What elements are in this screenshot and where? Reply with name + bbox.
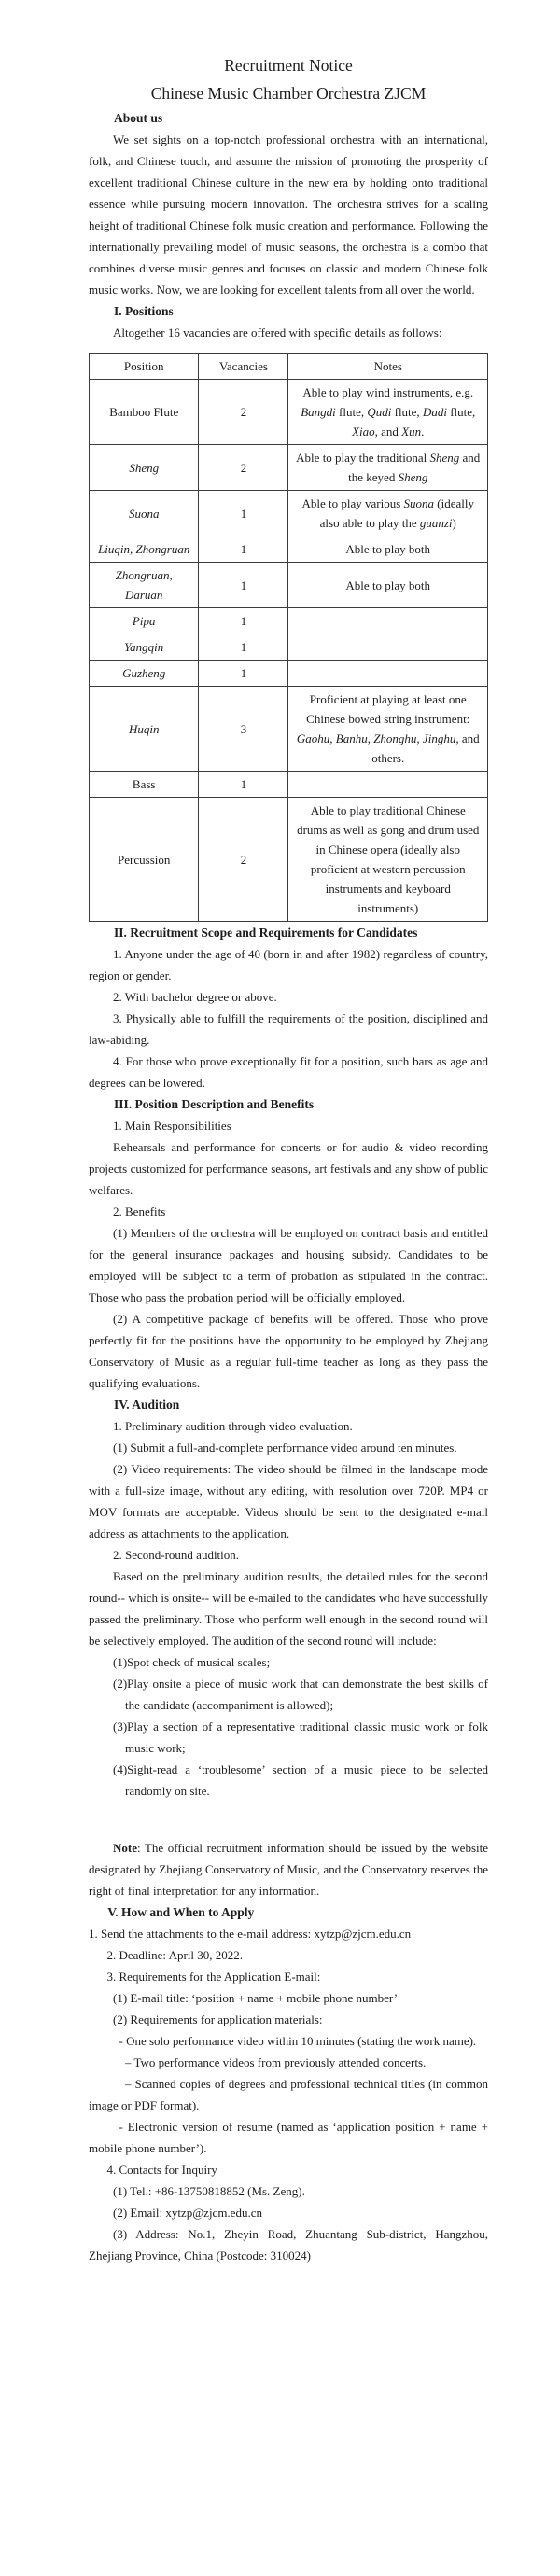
apply-item: 1. Send the attachments to the e-mail address: xytzp@zjcm.edu.cn [89, 1927, 412, 1941]
audition-item: 1. Preliminary audition through video evaluation. [113, 1419, 353, 1433]
vacancies-cell: 1 [199, 491, 288, 536]
scope-heading: II. Recruitment Scope and Requirements for Candidates [114, 926, 418, 940]
position-cell: Sheng [90, 445, 199, 491]
column-header-vacancies: Vacancies [199, 354, 288, 380]
notes-cell [288, 608, 488, 634]
vacancies-cell: 1 [199, 661, 288, 687]
apply-item: (2) Requirements for application materials: [113, 2012, 323, 2026]
description-list [89, 1115, 488, 1394]
table-row [90, 380, 488, 445]
vacancies-cell: 1 [199, 536, 288, 563]
position-cell: Zhongruan, Daruan [90, 563, 199, 608]
scope-item: 4. For those who prove exceptionally fit for a position, such bars as age and degrees can be lowered. [89, 1054, 488, 1090]
notes-cell [288, 661, 488, 687]
note-text: : The official recruitment information should be issued by the website designated by Zhejiang Conservatory of Music, and the Conservatory reserves the right of final interpretation for any information. [89, 1841, 488, 1898]
notes-cell: Able to play both [288, 536, 488, 563]
position-cell: Percussion [90, 798, 199, 922]
table-row [90, 608, 488, 634]
description-item: (2) A competitive package of benefits will be offered. Those who prove perfectly fit for the positions have the opportunity to be employed by Zhejiang Conservatory of Music as a regular full-time teacher as long as they pass the qualifying evaluations. [89, 1312, 488, 1390]
about-paragraph: We set sights on a top-notch professional orchestra with an international, folk, and Chinese touch, and assume the mission of promoting the prosperity of excellent traditional Chinese culture in the new era by holding onto traditional essence while pursuing modern innovation. The orchestra strives for a scaling height of traditional Chinese folk music creation and performance. Following the internationally prevailing model of music seasons, the orchestra is a combo that combines diverse music genres and focuses on classic and modern Chinese folk music works. Now, we are looking for excellent talents from all over the world. [89, 132, 488, 297]
table-row [90, 536, 488, 563]
description-item: 2. Benefits [113, 1204, 166, 1218]
apply-item: (1) E-mail title: ‘position + name + mobile phone number’ [113, 1991, 399, 2005]
table-row [90, 661, 488, 687]
audition-item: (2)Play onsite a piece of music work that can demonstrate the best skills of the candidate (accompaniment is allowed); [113, 1677, 488, 1712]
note-label: Note [113, 1841, 137, 1855]
position-cell: Guzheng [90, 661, 199, 687]
description-item: 1. Main Responsibilities [113, 1119, 231, 1133]
description-heading: III. Position Description and Benefits [114, 1097, 315, 1111]
scope-item: 3. Physically able to fulfill the requirements of the position, disciplined and law-abiding. [89, 1011, 488, 1047]
positions-intro: Altogether 16 vacancies are offered with specific details as follows: [113, 326, 442, 340]
notes-cell: Able to play various Suona (ideally also able to play the guanzi) [288, 491, 488, 536]
description-item: (1) Members of the orchestra will be employed on contract basis and entitled for the general insurance packages and housing subsidy. Candidates to be employed will be subject to a term of probation as stipulated in the contract. Those who pass the probation period will be officially employed. [89, 1226, 488, 1304]
apply-item: 2. Deadline: April 30, 2022. [106, 1948, 244, 1962]
scope-item: 2. With bachelor degree or above. [113, 990, 277, 1004]
apply-item: - One solo performance video within 10 minutes (stating the work name). [119, 2034, 477, 2048]
vacancies-cell: 1 [199, 634, 288, 661]
audition-item: (1)Spot check of musical scales; [113, 1655, 271, 1669]
vacancies-cell: 2 [199, 445, 288, 491]
position-cell: Suona [90, 491, 199, 536]
column-header-notes: Notes [288, 354, 488, 380]
apply-heading: V. How and When to Apply [107, 1905, 255, 1919]
vacancies-cell: 2 [199, 380, 288, 445]
position-cell: Liuqin, Zhongruan [90, 536, 199, 563]
table-header-row [90, 354, 488, 380]
table-row [90, 772, 488, 798]
vacancies-cell: 3 [199, 687, 288, 772]
vacancies-cell: 2 [199, 798, 288, 922]
positions-heading: I. Positions [114, 304, 174, 318]
audition-item: (1) Submit a full-and-complete performance video around ten minutes. [113, 1441, 457, 1455]
notes-cell: Able to play traditional Chinese drums as well as gong and drum used in Chinese opera (ideally also proficient at western percussion instruments and keyboard instruments) [288, 798, 488, 922]
position-cell: Pipa [90, 608, 199, 634]
notes-cell [288, 634, 488, 661]
table-row [90, 491, 488, 536]
apply-item: (1) Tel.: +86-13750818852 (Ms. Zeng). [113, 2184, 305, 2198]
table-row [90, 634, 488, 661]
apply-item: 4. Contacts for Inquiry [106, 2163, 217, 2177]
positions-table [89, 353, 488, 922]
doc-title-line1: Recruitment Notice [224, 56, 353, 75]
apply-item: – Scanned copies of degrees and professional technical titles (in common image or PDF format). [89, 2077, 488, 2112]
audition-item: Based on the preliminary audition results, the detailed rules for the second round-- which is onsite-- will be e-mailed to the candidates who have successfully passed the preliminary. Those who perform well enough in the second round will be selectively employed. The audition of the second round will include: [89, 1569, 488, 1648]
notes-cell: Able to play wind instruments, e.g. Bangdi flute, Qudi flute, Dadi flute, Xiao, and Xun. [288, 380, 488, 445]
audition-item: (4)Sight-read a ‘troublesome’ section of a music piece to be selected randomly on site. [113, 1762, 488, 1798]
audition-list [89, 1415, 488, 1802]
apply-item: (2) Email: xytzp@zjcm.edu.cn [113, 2206, 262, 2220]
about-heading: About us [114, 111, 163, 125]
position-cell: Huqin [90, 687, 199, 772]
notes-cell [288, 772, 488, 798]
apply-item: (3) Address: No.1, Zheyin Road, Zhuantang Sub-district, Hangzhou, Zhejiang Province, China (Postcode: 310024) [89, 2227, 488, 2263]
notes-cell: Able to play the traditional Sheng and the keyed Sheng [288, 445, 488, 491]
audition-item: 2. Second-round audition. [113, 1548, 240, 1562]
audition-heading: IV. Audition [114, 1398, 180, 1412]
audition-item: (3)Play a section of a representative traditional classic music work or folk music work; [113, 1720, 488, 1755]
position-cell: Yangqin [90, 634, 199, 661]
note-paragraph [89, 1837, 488, 1901]
doc-title-line2: Chinese Music Chamber Orchestra ZJCM [150, 84, 427, 103]
apply-list [89, 1923, 488, 2266]
position-cell: Bass [90, 772, 199, 798]
table-row [90, 563, 488, 608]
vacancies-cell: 1 [199, 772, 288, 798]
scope-item: 1. Anyone under the age of 40 (born in and after 1982) regardless of country, region or gender. [89, 947, 488, 982]
notes-cell: Proficient at playing at least one Chinese bowed string instrument: Gaohu, Banhu, Zhonghu, Jinghu, and others. [288, 687, 488, 772]
position-cell: Bamboo Flute [90, 380, 199, 445]
apply-item: - Electronic version of resume (named as ‘application position + name + mobile phone number’). [89, 2120, 488, 2155]
vacancies-cell: 1 [199, 563, 288, 608]
description-item: Rehearsals and performance for concerts or for audio & video recording projects customized for performance seasons, art festivals and any show of public welfares. [89, 1140, 488, 1197]
vacancies-cell: 1 [199, 608, 288, 634]
table-row [90, 798, 488, 922]
apply-item: 3. Requirements for the Application E-mail: [106, 1970, 321, 1984]
table-row [90, 687, 488, 772]
scope-list [89, 943, 488, 1093]
apply-item: – Two performance videos from previously attended concerts. [125, 2055, 427, 2069]
audition-item: (2) Video requirements: The video should be filmed in the landscape mode with a full-size image, without any editing, with resolution over 720P. MP4 or MOV formats are acceptable. Videos should be sent to the designated e-mail address as attachments to the application. [89, 1462, 488, 1540]
notes-cell: Able to play both [288, 563, 488, 608]
column-header-position: Position [90, 354, 199, 380]
table-row [90, 445, 488, 491]
